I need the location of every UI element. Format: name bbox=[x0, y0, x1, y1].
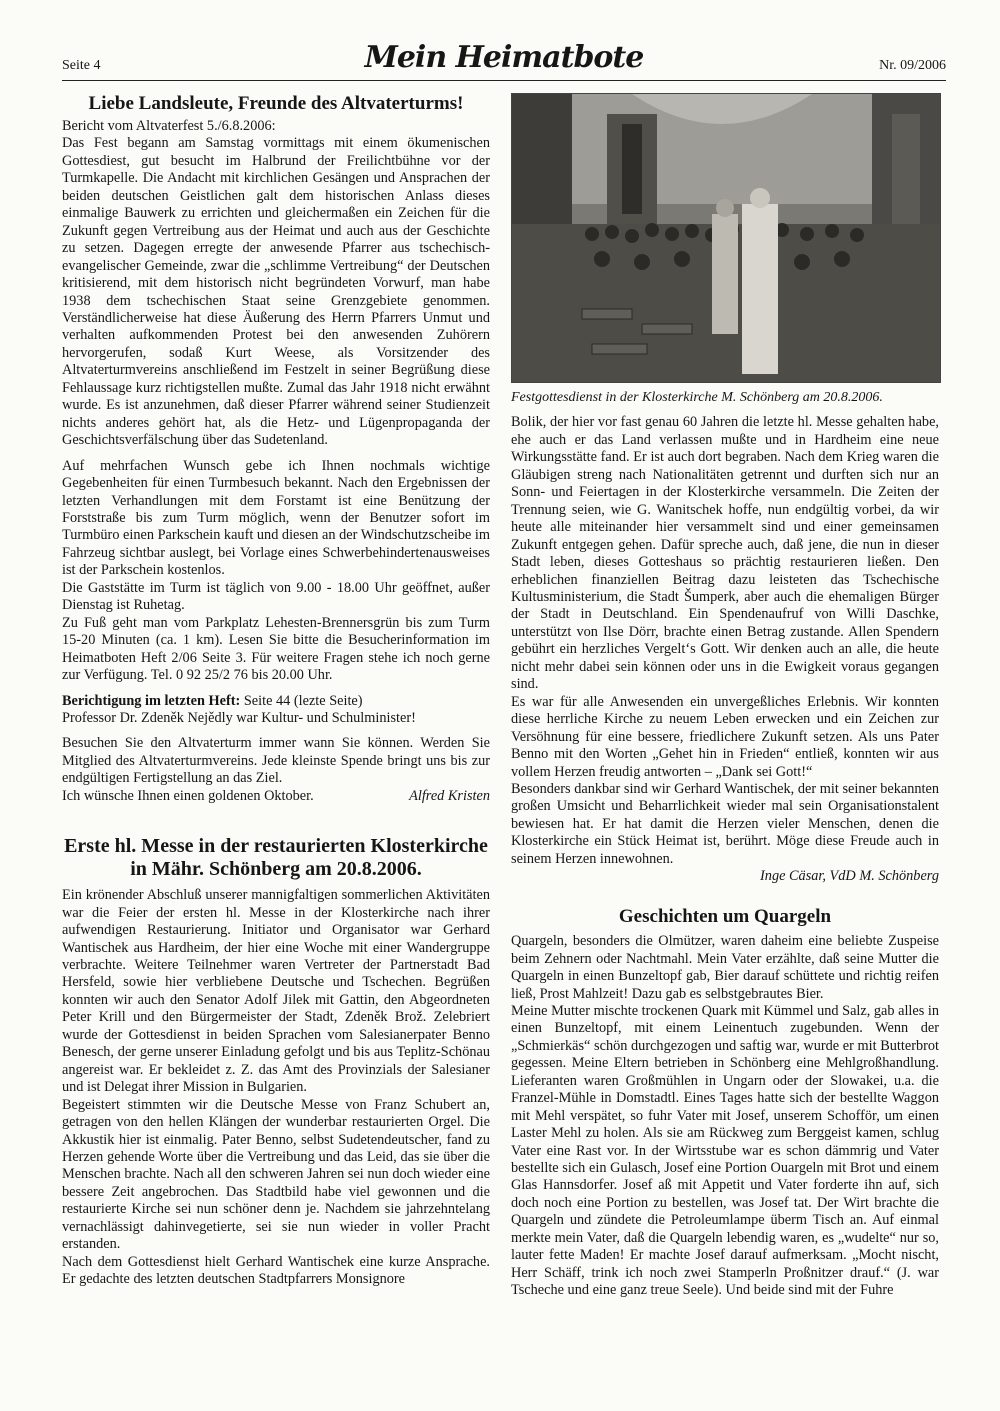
article-paragraph: Nach dem Gottesdienst hielt Gerhard Wantischek eine kurze Ansprache. Er gedachte des letzten deutschen Stadtpfarrers Monsignore bbox=[62, 1253, 490, 1288]
correction-text: Seite 44 (lezte Seite) bbox=[240, 692, 363, 709]
article-paragraph: Besuchen Sie den Altvaterturm immer wann Sie können. Werden Sie Mitglied des Altvaterturmvereins. Jede kleinste Spende bringt uns bis zur endgültigen Fertigstellung an das Ziel. bbox=[62, 735, 490, 787]
page-number: Seite 4 bbox=[62, 58, 101, 73]
correction-label: Berichtigung im letzten Heft: bbox=[62, 692, 241, 709]
article-paragraph: Meine Mutter mischte trockenen Quark mit Kümmel und Salz, gab alles in einen Bunzeltopf, mit einem Leinentuch zugebunden. Wenn der „Schmierkäs“ schön durchgezogen und saftig war, wurde er mit Butterbrot gegessen. Meine Eltern betrieben in Schönberg eine Mehlgroßhandlung. Lieferanten waren Großmühlen in Ungarn oder der Slowakei, u.a. die Franzel-Mühle in Domstadtl. Eines Tages hatte sich der bestellte Waggon mit Mehl verspätet, so fuhr Vater mit Josef, unserem Schofför, um einen Laster Mehl zu holen. Als sie am Rückweg zum Berggeist kamen, schlug Vater eine Rast vor. In der Wirtsstube war es schon dämmrig und Vater bestellte sich ein Gulasch, Josef eine Portion Ouargeln mit Brot und einem Glas Hannsdorfer. Josef aß mit Appetit und Vater forderte ihn auf, sich doch noch eine Portion zu bestellen, was Josef tat. Der Wirt brachte die Quargeln und zündete die Petroleumlampe überm Tisch an. Auf einmal merkte mein Vater, daß die Quargeln lebendig waren, es „wudelte“ nur so, lauter fette Maden! Er machte Josef darauf aufmerksam. „Mocht nischt, Herr Schäff, trink ich noch zwei Stamperln Proßnitzer drauf.“ (J. war Tscheche und eine ganz treue Seele). Und beide sind mit der Fuhre bbox=[511, 1002, 940, 1299]
issue-number: Nr. 09/2006 bbox=[879, 58, 946, 73]
closing-text: Ich wünsche Ihnen einen goldenen Oktober. bbox=[62, 787, 314, 804]
author-signature: Inge Cäsar, VdD M. Schönberg bbox=[760, 868, 939, 885]
title-line-2: in Mähr. Schönberg am 20.8.2006. bbox=[130, 858, 422, 881]
correction-note bbox=[62, 693, 490, 710]
article-paragraph: Ein krönender Abschluß unserer mannigfaltigen sommerlichen Aktivitäten war die Feier der ersten hl. Messe in der Klosterkirche nach ihrer aufwendigen Restaurierung. Initiator und Organisator war Gerhard Wantischek aus Hardheim, der hier eine Woche mit einer Wandergruppe verbrachte. Weitere Teilnehmer waren Vertreter der Partnerstadt Bad Hersfeld, sowie hier verbliebene Deutsche und Tschechen. Begrüßen konnten wir auch den Senator Adolf Jilek mit Gattin, den Abgeordneten Peter Krill und den Bürgermeister der Stadt, Zdeněk Brož. Zelebriert wurde der Gottesdienst in beiden Sprachen vom Salesianerpater Benno Benesch, der gerne unserer Einladung gefolgt und bis aus Teplitz-Schönau angereist war. Er bekleidet z. Z. das Amt des Provinzials der Salesianer und ist Delegat ihrer Mission in Bulgarien. bbox=[62, 887, 490, 1096]
masthead-logo: Mein Heimatbote bbox=[364, 40, 644, 75]
article-title-klosterkirche bbox=[62, 835, 490, 881]
author-signature: Alfred Kristen bbox=[409, 787, 490, 804]
church-photo bbox=[511, 93, 941, 383]
article-paragraph: Zu Fuß geht man vom Parkplatz Lehesten-Brennersgrün bis zum Turm 15-20 Minuten (ca. 1 km). Lesen Sie bitte die Besucherinformation im Heimatboten Heft 2/06 Seite 3. Für weitere Fragen stehe ich noch gerne zur Verfügung. Tel. 0 92 25/2 76 bis 20.00 Uhr. bbox=[62, 614, 490, 684]
title-line-1: Erste hl. Messe in der restaurierten Klosterkirche bbox=[64, 835, 488, 858]
article-paragraph: Besonders dankbar sind wir Gerhard Wantischek, der mit seiner bekannten großen Umsicht und Beharrlichkeit wieder mal sein Organisationstalent bewiesen hat. Er hat damit die Herzen vieler Menschen, denen die Klosterkirche ein Stück Heimat ist, berührt. Möge diese Freude auch in seinem Herzen innewohnen. bbox=[511, 780, 939, 867]
church-photo-illustration bbox=[512, 94, 940, 382]
left-column bbox=[62, 93, 490, 1289]
article-paragraph: Bericht vom Altvaterfest 5./6.8.2006: bbox=[62, 118, 276, 134]
photo-caption: Festgottesdienst in der Klosterkirche M. Schönberg am 20.8.2006. bbox=[511, 390, 883, 405]
article-paragraph: Quargeln, besonders die Olmützer, waren daheim eine beliebte Zuspeise beim Zehnern oder Nachtmahl. Mein Vater erzählte, daß seine Mutter die Quargeln in einen Bunzeltopf gab, Bier darauf schüttete und richtig reifen ließ, Prost Mahlzeit! Dazu gab es selbstgebrautes Bier. bbox=[511, 933, 939, 1002]
page-header bbox=[62, 34, 946, 74]
correction-detail: Professor Dr. Zdeněk Nejědly war Kultur- und Schulminister! bbox=[62, 709, 416, 726]
right-column bbox=[511, 93, 939, 1300]
article-paragraph: Begeistert stimmten wir die Deutsche Messe von Franz Schubert an, getragen von den hellen Klängen der wunderbar restaurierten Orgel. Die Akkustik hier ist einmalig. Pater Benno, selbst Sudetendeutscher, fand zu Herzen gehende Worte über die Vertreibung und das Leid, das sie über die Menschen brachte. Nach all den schweren Jahren sei nun doch wieder eine bessere Zeit angebrochen. Das Stadtbild habe viel gewonnen und die restaurierte Kirche sei nun schöner denn je. Nachdem sie jahrzehntelang vernachlässigt dahinvegetierte, sei sie nun wieder in voller Pracht erstanden. bbox=[62, 1096, 490, 1253]
article-paragraph: Die Gaststätte im Turm ist täglich von 9.00 - 18.00 Uhr geöffnet, außer Dienstag ist Ruhetag. bbox=[62, 579, 490, 614]
closing-line bbox=[62, 788, 490, 805]
header-rule bbox=[62, 80, 946, 81]
article-paragraph: Auf mehrfachen Wunsch gebe ich Ihnen nochmals wichtige Gegebenheiten für einen Turmbesuch bekannt. Nach den Ergebnissen der letzten Verhandlungen mit dem Forstamt ist eine Benützung der Forststraße bis zum Turm möglich, wenn der Benutzer sofort im Turmbüro einen Parkschein kauft und diesen an der Windschutzscheibe im Fahrzeug sichtbar auslegt, bei Vorlage eines Schwerbehindertenausweises ist der Parkschein kostenlos. bbox=[62, 457, 490, 579]
article-paragraph: Das Fest begann am Samstag vormittags mit einem ökumenischen Gottesdiest, gut besucht im Halbrund der Freilichtbühne vor der Turmkapelle. Die Andacht mit kirchlichen Gesängen und Ansprachen der beiden deutschen Geistlichen galt dem historischen Anlass dieses einmalige Bauwerk zu errichten und gleichermaßen ein Zeichen für die Zukunft gegen Vertreibung aus der Heimat und auch aus der Geschichte zu setzen. Dagegen erregte der anwesende Pfarrer aus tschechisch-evangelischer Gemeinde, zwar die „schlimme Vertreibung“ der Deutschen kritisierend, mit dem historisch nicht begründeten Vorwurf, man habe 1938 dem tschechischen Staat seine Grenzgebiete genommen. Verständlicherweise hat diese Äußerung des Herrn Pfarrers Unmut und verhalten aufkommenden Protest bei den anwesenden Zuhörern hervorgerufen, sodaß Kurt Weese, als Vorsitzender des Altvaterturmvereins anschließend im Festzelt in seiner Begrüßung diese Fehlaussage kurz richtigstellen mußte. Zumal das Jahr 1918 nicht erwähnt wurde. Es ist anzunehmen, daß dieser Pfarrer während seiner Studienzeit nichts anderes gehört hat, als die Hetz- und Lügenpropaganda der Geschichtsverfälschung über das Sudetenland. bbox=[62, 135, 490, 449]
article-title-quargeln: Geschichten um Quargeln bbox=[618, 905, 832, 927]
article-paragraph: Es war für alle Anwesenden ein unvergeßliches Erlebnis. Wir konnten diese herrliche Kirche zu neuem Leben erwecken und ein Zeichen zur Versöhnung für eine bessere, friedlichere Zukunft setzen. Als uns Pater Benno mit den Worten „Gehet hin in Frieden“ entließ, konnten wir aus vollem Herzen freudig antworten – „Dank sei Gott!“ bbox=[511, 693, 939, 780]
article-paragraph: Bolik, der hier vor fast genau 60 Jahren die letzte hl. Messe gehalten habe, ehe auch er das Land verlassen mußte und in Hardheim eine neue Wirkungsstätte fand. Er ist auch dort begraben. Nach dem Krieg waren die Gläubigen streng nach Nationalitäten getrennt und durften sich nur an Sonn- und Feiertagen in der Klosterkirche versammeln. Die Zeiten der Trennung seien, wie G. Wanitschek hoffe, nun endgültig vorbei, da wir heute alle miteinander hier versammelt sind und einer gemeinsamen Zukunft entgegen gehen. Dafür spreche auch, daß jene, die nun in dieser Stadt leben, dieses Gotteshaus so prächtig restaurieren ließen. Den erheblichen finanziellen Beitrag dazu leisteten das Tschechische Kultusministerium, die Stadt Šumperk, aber auch die ehemaligen Bürger der Stadt in Deutschland. Ein Spendenaufruf von Willi Daschke, unterstützt von Ilse Dörr, brachte einen Betrag zustande. Allen Spendern gebührt ein herzliches Vergelt‘s Gott. Wir denken auch an alle, die heute nicht mehr dabei sein können oder uns in die Ewigkeit voraus gegangen sind. bbox=[511, 414, 939, 693]
article-title-altvaterturm: Liebe Landsleute, Freunde des Altvaterturms! bbox=[88, 93, 464, 114]
